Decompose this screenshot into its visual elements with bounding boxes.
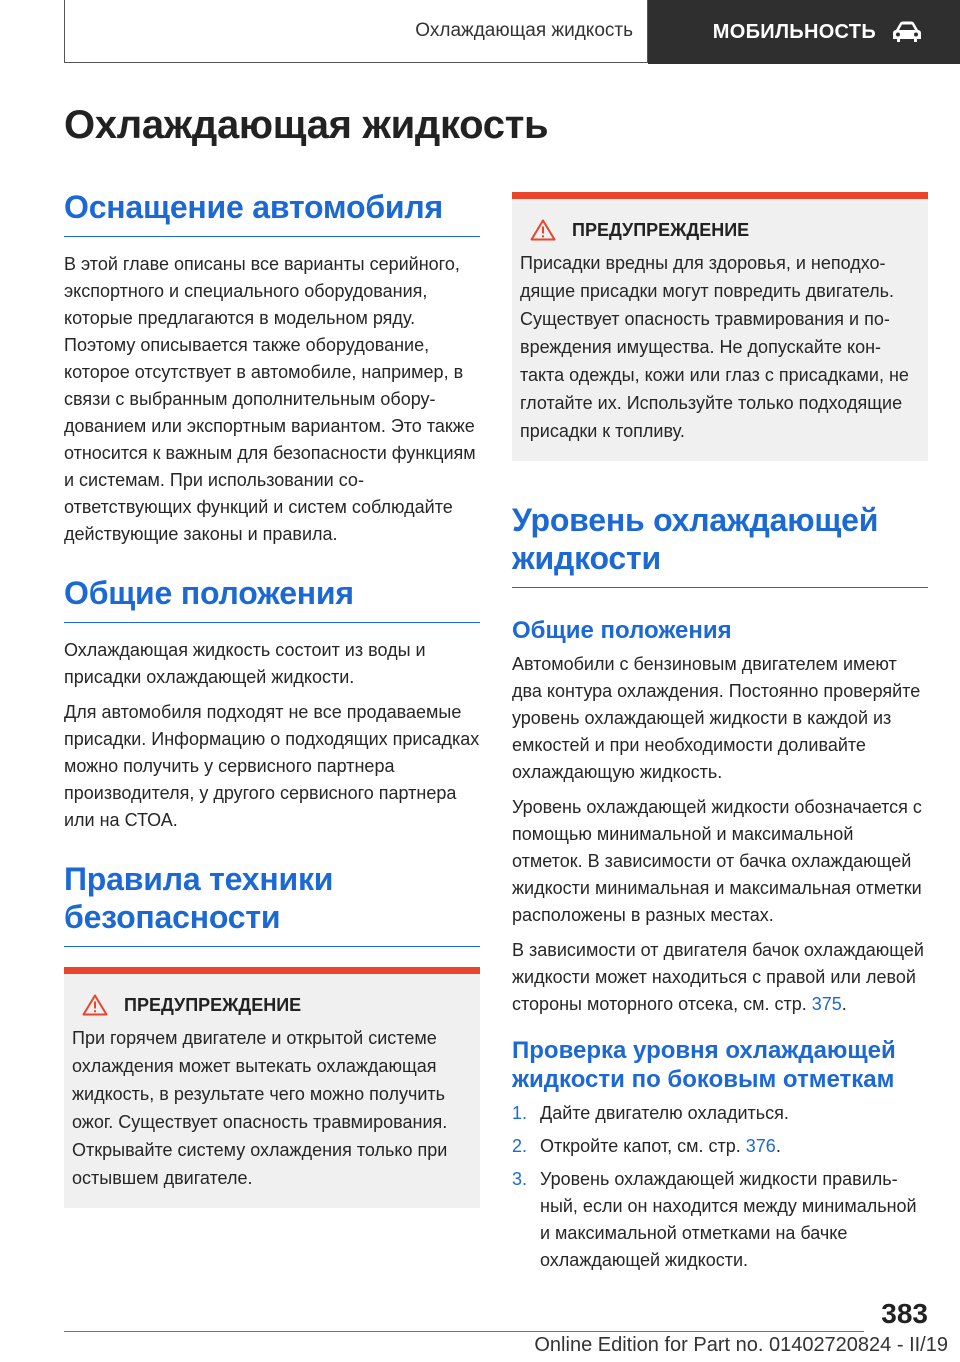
right-column xyxy=(512,192,928,1280)
page-link-376[interactable]: 376 xyxy=(745,1136,776,1156)
section-tab-label: Охлаждающая жидкость xyxy=(415,20,633,41)
warning-triangle-icon xyxy=(82,994,108,1016)
list-item xyxy=(512,1100,928,1127)
general-paragraph-1: Охлаждающая жидкость состоит из воды и присадки охлаждающей жидкости. xyxy=(64,640,426,687)
list-item xyxy=(512,1166,928,1274)
warning-text: При горячем двигателе и открытой системе охлаждения может вытекать охлаждающая жидкость, в результате чего можно получить ожог. Существует опасность травмирования. Открывайте систему охлаждения только при остывшем двигателе. xyxy=(72,1028,448,1188)
header-tabs xyxy=(64,0,960,64)
section-title-general: Общие положения xyxy=(64,574,480,623)
page-title: Охлаждающая жидкость xyxy=(64,103,549,147)
step-text: Дайте двигателю охладиться. xyxy=(540,1103,789,1123)
step-text: Откройте капот, см. стр. xyxy=(540,1136,746,1156)
step-number: 1. xyxy=(512,1103,528,1123)
warning-label: ПРЕДУПРЕЖДЕНИЕ xyxy=(124,994,302,1015)
chapter-tab xyxy=(648,0,960,64)
footer-edition: Online Edition for Part no. 01402720824 - II/19 xyxy=(534,1334,948,1356)
warning-label: ПРЕДУПРЕЖДЕНИЕ xyxy=(572,219,750,240)
coolant-paragraph-2: Уровень охлаждающей жидкости обозначается с помощью минимальной и максимальной отметок. В зависимости от бачка охлаждающей жидкости минимальная и максимальная отметки расположены в разных местах. xyxy=(512,797,922,925)
step-number: 2. xyxy=(512,1136,528,1156)
chapter-tab-label: МОБИЛЬНОСТЬ xyxy=(712,20,876,43)
coolant-paragraph-1: Автомобили с бензиновым двигателем имеют два контура охлаждения. Постоянно проверяйте уровень охлаждающей жидкости в каждой из емкостей и при необходимости доливайте охлаждающую жидкость. xyxy=(512,654,921,782)
general-paragraph-2: Для автомобиля подходят не все продаваемые присадки. Информацию о подходящих присадках можно получить у сервисного партнера производителя, у другого сервисного партнера или на СТОА. xyxy=(64,702,480,830)
warning-box-hot-engine xyxy=(64,967,480,1208)
warning-box-additives xyxy=(512,192,928,461)
page-link-375[interactable]: 375 xyxy=(811,994,842,1014)
list-item: 2. Откройте капот, см. стр. 376. xyxy=(512,1133,928,1160)
left-column xyxy=(64,188,480,1208)
coolant-paragraph-3: В зависимости от двигателя бачок охлаждающей жидкости может находиться с правой или левой стороны моторного отсека, см. стр. 375. xyxy=(512,940,924,1014)
section-title-coolant-level: Уровень охлаждающей жидкости xyxy=(512,501,928,588)
step-text: Уровень охлаждающей жидкости правильный, если он находится между минимальной и максимальной отметками на бачке охлаждающей жидкости. xyxy=(540,1169,917,1270)
car-icon xyxy=(890,20,924,44)
warning-text: Присадки вредны для здоровья, и неподходящие присадки могут повредить двигатель. Существует опасность травмирования и повреждения имущества. Не допускайте контакта одежды, кожи или глаз с присадками, не глотайте их. Используйте только подходящие присадки к топливу. xyxy=(520,253,909,441)
equipment-text: В этой главе описаны все варианты серийного, экспортного и специального оборудования, которые предлагаются в модельном ряду. Поэтому описывается также оборудование, которое отсутствует в автомобиле, например, в связи с выбранным дополнительным оборудованием или экспортным вариантом. Это также относится к важным для безопасности функциям и системам. При использовании соответствующих функций и систем соблюдайте действующие законы и правила. xyxy=(64,254,476,544)
subsection-title-general: Общие положения xyxy=(512,617,732,644)
step-number: 3. xyxy=(512,1169,528,1189)
warning-triangle-icon xyxy=(530,219,556,241)
section-tab xyxy=(64,0,648,63)
footer-divider xyxy=(64,1331,864,1332)
section-title-equipment: Оснащение автомобиля xyxy=(64,188,480,237)
subsection-title-check-level: Проверка уровня охлаждающей жидкости по боковым отметкам xyxy=(512,1037,896,1093)
check-steps-list xyxy=(512,1100,928,1274)
page-number: 383 xyxy=(881,1298,928,1329)
section-title-safety: Правила техники безопасности xyxy=(64,860,480,947)
